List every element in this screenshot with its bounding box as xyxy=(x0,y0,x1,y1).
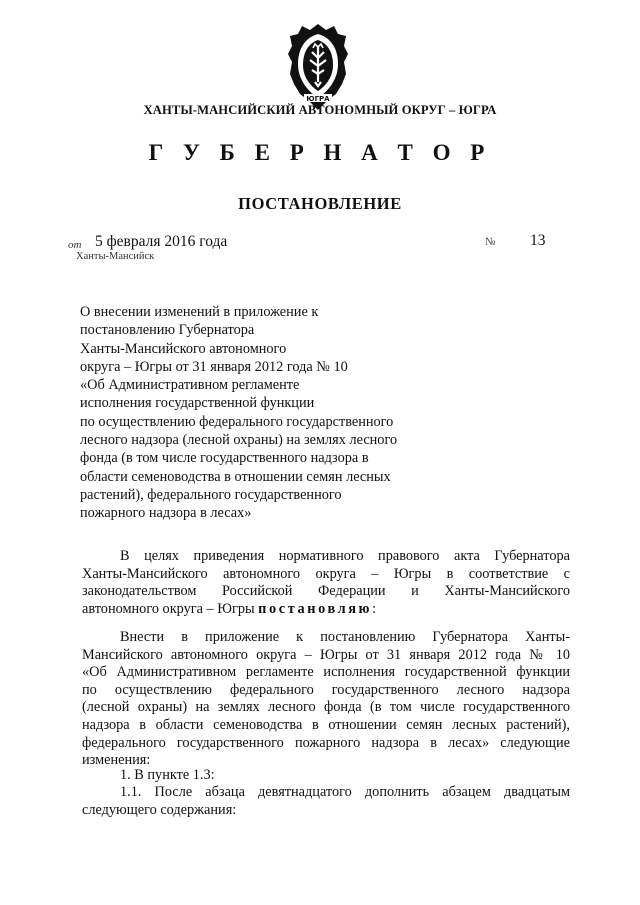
paragraph-line: В целях приведения нормативного правового акта Губернатора xyxy=(120,548,570,564)
subject-line: по осуществлению федерального государственного xyxy=(80,413,394,430)
number-sign: № xyxy=(485,236,496,248)
subject-line: постановлению Губернатора xyxy=(80,322,255,339)
clause-1: 1. В пункте 1.3: xyxy=(120,767,215,783)
subject-line: растений), федерального государственного xyxy=(80,486,342,503)
subject-line: Ханты-Мансийского автономного xyxy=(80,340,287,357)
paragraph-line: (лесной охраны) на землях лесного фонда (в том числе государственного xyxy=(82,699,570,716)
amendment-paragraph xyxy=(82,629,570,770)
paragraph-line: 1.1. После абзаца девятнадцатого дополнить абзацем двадцатым xyxy=(120,784,570,800)
document-type: ПОСТАНОВЛЕНИЕ xyxy=(238,194,402,213)
emblem-label: ЮГРА xyxy=(306,95,330,103)
document-city: Ханты-Мансийск xyxy=(76,251,155,262)
subject-line: фонда (в том числе государственного надзора в xyxy=(80,450,369,467)
paragraph-line: федерального государственного пожарного надзора в лесах» следующие xyxy=(82,734,570,751)
date-prefix: от xyxy=(68,239,82,251)
coat-of-arms-emblem xyxy=(282,20,354,112)
document-number: 13 xyxy=(530,232,546,249)
paragraph-line: законодательством Российской Федерации и Ханты-Мансийского xyxy=(82,583,570,600)
paragraph-line: Ханты-Мансийского автономного округа – Югры в соответствие с xyxy=(82,565,570,582)
paragraph-line xyxy=(82,601,570,619)
decree-keyword: постановляю xyxy=(258,600,373,617)
paragraph-line: изменения: xyxy=(82,752,151,769)
subject-line: округа – Югры от 31 января 2012 года № 10 xyxy=(80,358,348,375)
subject-line: области семеноводства в отношении семян лесных xyxy=(80,468,391,485)
subject-line: пожарного надзора в лесах» xyxy=(80,505,252,522)
region-name: ХАНТЫ-МАНСИЙСКИЙ АВТОНОМНЫЙ ОКРУГ – ЮГРА xyxy=(143,103,497,117)
paragraph-line: следующего содержания: xyxy=(82,801,237,818)
subject-line: лесного надзора (лесной охраны) на землях лесного xyxy=(80,432,398,449)
paragraph-line-text: автономного округа – Югры xyxy=(82,600,255,617)
subject-line: «Об Административном регламенте xyxy=(80,377,300,394)
paragraph-line: Внести в приложение к постановлению Губернатора Ханты- xyxy=(120,629,570,645)
paragraph-line: по осуществлению федерального государственного лесного надзора xyxy=(82,681,570,698)
paragraph-line: надзора в области семеноводства в отношении семян лесных растений), xyxy=(82,716,570,733)
clause-1-1 xyxy=(82,784,570,819)
paragraph-colon: : xyxy=(372,600,377,617)
document-subject xyxy=(80,303,440,523)
document-date: 5 февраля 2016 года xyxy=(95,233,228,250)
paragraph-line: Мансийского автономного округа – Югры от 31 января 2012 года № 10 xyxy=(82,646,570,663)
subject-line: О внесении изменений в приложение к xyxy=(80,304,319,320)
governor-title: Г У Б Е Р Н А Т О Р xyxy=(148,140,492,165)
subject-line: исполнения государственной функции xyxy=(80,395,315,412)
paragraph-line: «Об Административном регламенте исполнения государственной функции xyxy=(82,664,570,681)
preamble-paragraph xyxy=(82,548,570,618)
